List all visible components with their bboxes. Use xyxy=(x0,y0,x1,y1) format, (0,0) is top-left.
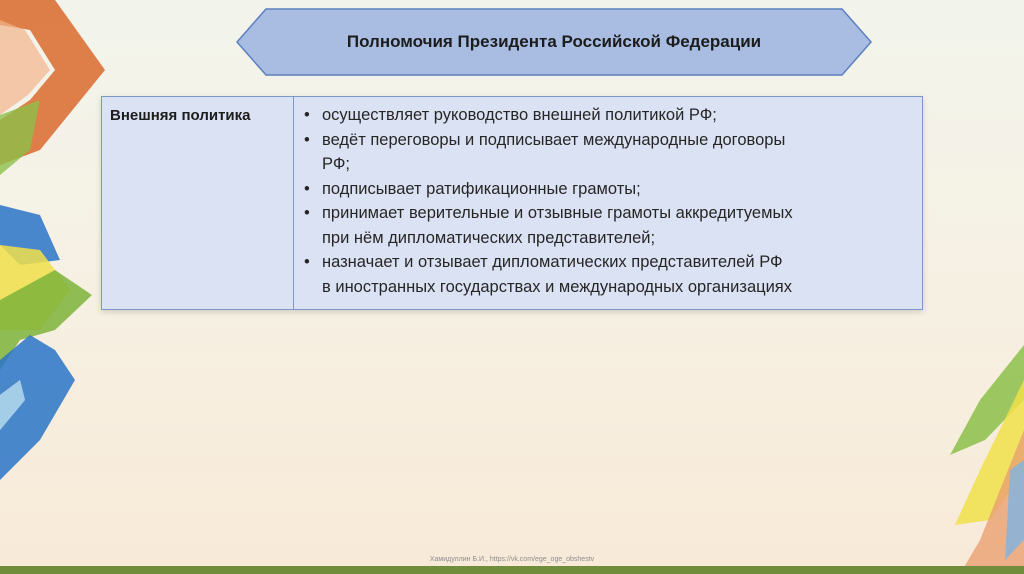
list-item-line: подписывает ратификационные грамоты; xyxy=(322,179,641,198)
powers-list xyxy=(302,103,912,299)
list-item xyxy=(302,103,912,128)
list-item xyxy=(302,128,912,177)
page-title: Полномочия Президента Российской Федерации xyxy=(346,32,762,51)
list-item-line: осуществляет руководство внешней политикой РФ; xyxy=(322,106,717,124)
list-item-line: принимает верительные и отзывные грамоты аккредитуемых xyxy=(322,204,793,222)
bottom-bar xyxy=(0,566,1024,574)
list-item xyxy=(302,177,912,202)
bullet-icon: • xyxy=(304,253,310,271)
list-item-line: в иностранных государствах и международных организациях xyxy=(322,277,792,296)
footer-credit: Хамидуллин Б.И., https://vk.com/ege_oge_obshestv xyxy=(429,556,595,563)
table-content-cell xyxy=(294,97,922,309)
bullet-icon: • xyxy=(304,179,310,198)
bullet-icon: • xyxy=(304,204,310,222)
list-item xyxy=(302,250,912,299)
bullet-icon: • xyxy=(304,106,310,124)
list-item-line: при нём дипломатических представителей; xyxy=(322,228,656,247)
bullet-icon: • xyxy=(304,130,310,149)
powers-table xyxy=(101,96,923,310)
list-item-line: РФ; xyxy=(322,155,350,173)
list-item-line: ведёт переговоры и подписывает международные договоры xyxy=(322,130,786,149)
list-item-line: назначает и отзывает дипломатических представителей РФ xyxy=(322,253,783,271)
list-item xyxy=(302,201,912,250)
table-header-cell: Внешняя политика xyxy=(102,97,294,309)
